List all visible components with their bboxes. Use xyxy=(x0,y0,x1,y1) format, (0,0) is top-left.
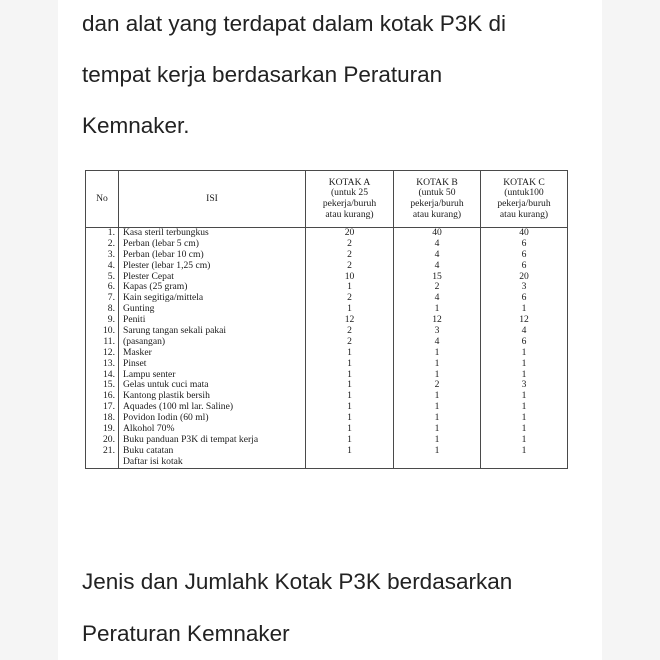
row-number: 6. xyxy=(107,281,115,293)
kotak-b-value: 1 xyxy=(434,444,440,456)
header-kotak-b-line: KOTAK B xyxy=(416,176,458,188)
kotak-a-value: 1 xyxy=(347,303,352,315)
article-body xyxy=(58,0,602,660)
header-kotak-a-line: atau kurang) xyxy=(325,208,374,220)
header-kotak-c xyxy=(481,171,568,228)
kotak-c-value xyxy=(481,457,567,468)
row-number: 16. xyxy=(103,390,115,402)
header-kotak-b-line: atau kurang) xyxy=(412,208,462,220)
kotak-c-value: 40 xyxy=(519,227,529,238)
item-name: (pasangan) xyxy=(123,335,166,347)
kotak-a-value: 1 xyxy=(347,368,352,380)
kotak-b-value: 4 xyxy=(434,248,440,260)
kotak-b-column xyxy=(394,228,481,469)
kotak-b-value: 12 xyxy=(432,314,442,326)
item-name: Alkohol 70% xyxy=(123,423,175,435)
caption-line: Peraturan Kemnaker xyxy=(82,621,290,646)
kotak-b-value: 1 xyxy=(434,346,440,358)
row-number: 19. xyxy=(103,423,115,435)
kotak-a-value: 1 xyxy=(347,281,352,293)
kotak-c-value: 4 xyxy=(521,325,527,337)
header-kotak-c-line: KOTAK C xyxy=(503,176,545,188)
table-body-row xyxy=(86,228,568,469)
kotak-b-value: 1 xyxy=(434,390,440,402)
kotak-a-value: 1 xyxy=(347,379,352,391)
kotak-c-value: 6 xyxy=(521,259,527,271)
kotak-c-value: 1 xyxy=(521,401,527,413)
item-name: Kantong plastik bersih xyxy=(123,390,210,402)
kotak-a-value: 1 xyxy=(347,401,352,413)
kotak-a-value: 12 xyxy=(344,314,355,326)
p3k-table xyxy=(85,170,568,469)
item-name: Plester Cepat xyxy=(123,270,174,282)
row-number: 9. xyxy=(107,314,115,326)
kotak-b-value: 1 xyxy=(434,357,440,369)
kotak-a-value: 2 xyxy=(347,335,352,347)
intro-paragraph xyxy=(82,0,592,151)
header-kotak-c-line: atau kurang) xyxy=(499,208,549,220)
kotak-c-value: 6 xyxy=(521,237,527,249)
kotak-a-value: 1 xyxy=(347,444,352,456)
kotak-a-column xyxy=(306,228,394,469)
kotak-c-value: 6 xyxy=(521,248,527,260)
kotak-a-value: 10 xyxy=(344,270,355,282)
item-name: Masker xyxy=(123,346,152,358)
header-isi: ISI xyxy=(119,171,306,228)
kotak-b-value: 1 xyxy=(434,412,440,424)
kotak-a-value: 1 xyxy=(347,423,352,435)
item-name: Buku panduan P3K di tempat kerja xyxy=(123,433,259,445)
kotak-c-value: 20 xyxy=(519,270,529,282)
kotak-a-value: 2 xyxy=(347,292,352,304)
row-number: 18. xyxy=(103,412,115,424)
p3k-table-image xyxy=(85,164,595,534)
kotak-a-value: 1 xyxy=(347,433,352,445)
kotak-b-value: 3 xyxy=(434,325,440,337)
header-kotak-c-line: pekerja/buruh xyxy=(497,198,551,209)
no-column xyxy=(86,228,119,469)
item-name: Peniti xyxy=(123,314,146,326)
row-number: 7. xyxy=(107,292,115,304)
intro-line: Kemnaker. xyxy=(82,113,190,138)
kotak-c-value: 1 xyxy=(521,346,527,358)
row-number: 5. xyxy=(107,270,115,282)
table-header-row xyxy=(86,171,568,228)
row-number: 1. xyxy=(107,227,115,238)
item-name: Sarung tangan sekali pakai xyxy=(123,325,227,337)
header-kotak-b xyxy=(394,171,481,228)
header-no: No xyxy=(86,171,119,228)
item-name: Pinset xyxy=(123,357,147,369)
kotak-a-value: 1 xyxy=(347,390,352,402)
kotak-a-value: 1 xyxy=(347,357,352,369)
kotak-b-value: 1 xyxy=(434,423,440,435)
header-kotak-b-line: pekerja/buruh xyxy=(410,198,464,209)
kotak-b-value xyxy=(394,457,480,468)
item-name: Kapas (25 gram) xyxy=(123,281,188,293)
row-number: 10. xyxy=(103,325,115,337)
row-number: 21. xyxy=(103,444,115,456)
isi-column xyxy=(119,228,306,469)
kotak-c-value: 6 xyxy=(521,292,527,304)
kotak-b-value: 2 xyxy=(434,281,440,293)
item-name: Lampu senter xyxy=(123,368,176,380)
row-number: 17. xyxy=(103,401,115,413)
kotak-b-value: 2 xyxy=(434,379,440,391)
kotak-a-value: 20 xyxy=(344,227,355,238)
kotak-b-value: 40 xyxy=(432,227,442,238)
header-kotak-a xyxy=(306,171,394,228)
kotak-a-value xyxy=(306,457,393,468)
item-name: Buku catatan xyxy=(123,444,174,456)
intro-line: dan alat yang terdapat dalam kotak P3K di xyxy=(82,11,507,36)
row-number: 13. xyxy=(103,357,115,369)
kotak-b-value: 4 xyxy=(434,335,440,347)
row-number: 15. xyxy=(103,379,115,391)
kotak-c-value: 1 xyxy=(521,357,527,369)
item-name: Gunting xyxy=(123,303,155,315)
item-name: Aquades (100 ml lar. Saline) xyxy=(123,401,234,413)
row-number: 11. xyxy=(103,335,115,347)
header-kotak-c-line: (untuk100 xyxy=(504,187,544,199)
row-number: 2. xyxy=(107,237,115,249)
row-number: 8. xyxy=(107,303,115,315)
kotak-c-value: 12 xyxy=(519,314,529,326)
kotak-c-value: 3 xyxy=(521,379,527,391)
header-kotak-b-line: (untuk 50 xyxy=(418,187,456,199)
item-name: Kasa steril terbungkus xyxy=(123,227,209,238)
kotak-c-value: 6 xyxy=(521,335,527,347)
kotak-c-value: 1 xyxy=(521,412,527,424)
header-kotak-a-line: KOTAK A xyxy=(328,176,371,188)
kotak-c-value: 1 xyxy=(521,368,527,380)
item-name: Gelas untuk cuci mata xyxy=(123,379,209,391)
header-kotak-a-line: (untuk 25 xyxy=(330,187,369,199)
kotak-b-value: 1 xyxy=(434,303,440,315)
intro-line: tempat kerja berdasarkan Peraturan xyxy=(82,62,443,87)
row-number: 20. xyxy=(103,433,115,445)
item-name: Kain segitiga/mittela xyxy=(123,292,204,304)
kotak-b-value: 4 xyxy=(434,237,440,249)
kotak-a-value: 2 xyxy=(347,325,352,337)
kotak-c-column xyxy=(481,228,568,469)
kotak-a-value: 1 xyxy=(347,346,352,358)
kotak-a-value: 2 xyxy=(347,237,352,249)
row-number xyxy=(86,457,115,468)
item-name: Perban (lebar 5 cm) xyxy=(123,237,199,249)
kotak-a-value: 2 xyxy=(347,259,352,271)
kotak-a-value: 1 xyxy=(347,412,352,424)
kotak-b-value: 1 xyxy=(434,401,440,413)
header-kotak-a-line: pekerja/buruh xyxy=(322,198,377,209)
table-caption xyxy=(82,556,592,660)
kotak-b-value: 15 xyxy=(432,270,442,282)
item-name: Daftar isi kotak xyxy=(123,455,183,467)
item-name: Plester (lebar 1,25 cm) xyxy=(123,259,211,271)
item-name: Perban (lebar 10 cm) xyxy=(123,248,204,260)
caption-line: Jenis dan Jumlahk Kotak P3K berdasarkan xyxy=(82,569,513,594)
kotak-c-value: 1 xyxy=(521,423,527,435)
kotak-a-value: 2 xyxy=(347,248,352,260)
kotak-b-value: 1 xyxy=(434,433,440,445)
row-number: 14. xyxy=(103,368,115,380)
kotak-b-value: 4 xyxy=(434,292,440,304)
kotak-b-value: 1 xyxy=(434,368,440,380)
row-number: 12. xyxy=(103,346,115,358)
item-name: Povidon Iodin (60 ml) xyxy=(123,412,209,424)
kotak-c-value: 1 xyxy=(521,433,527,445)
kotak-c-value: 1 xyxy=(521,390,527,402)
kotak-b-value: 4 xyxy=(434,259,440,271)
kotak-c-value: 1 xyxy=(521,303,527,315)
kotak-c-value: 3 xyxy=(521,281,527,293)
kotak-c-value: 1 xyxy=(521,444,527,456)
row-number: 3. xyxy=(107,248,115,260)
row-number: 4. xyxy=(107,259,115,271)
